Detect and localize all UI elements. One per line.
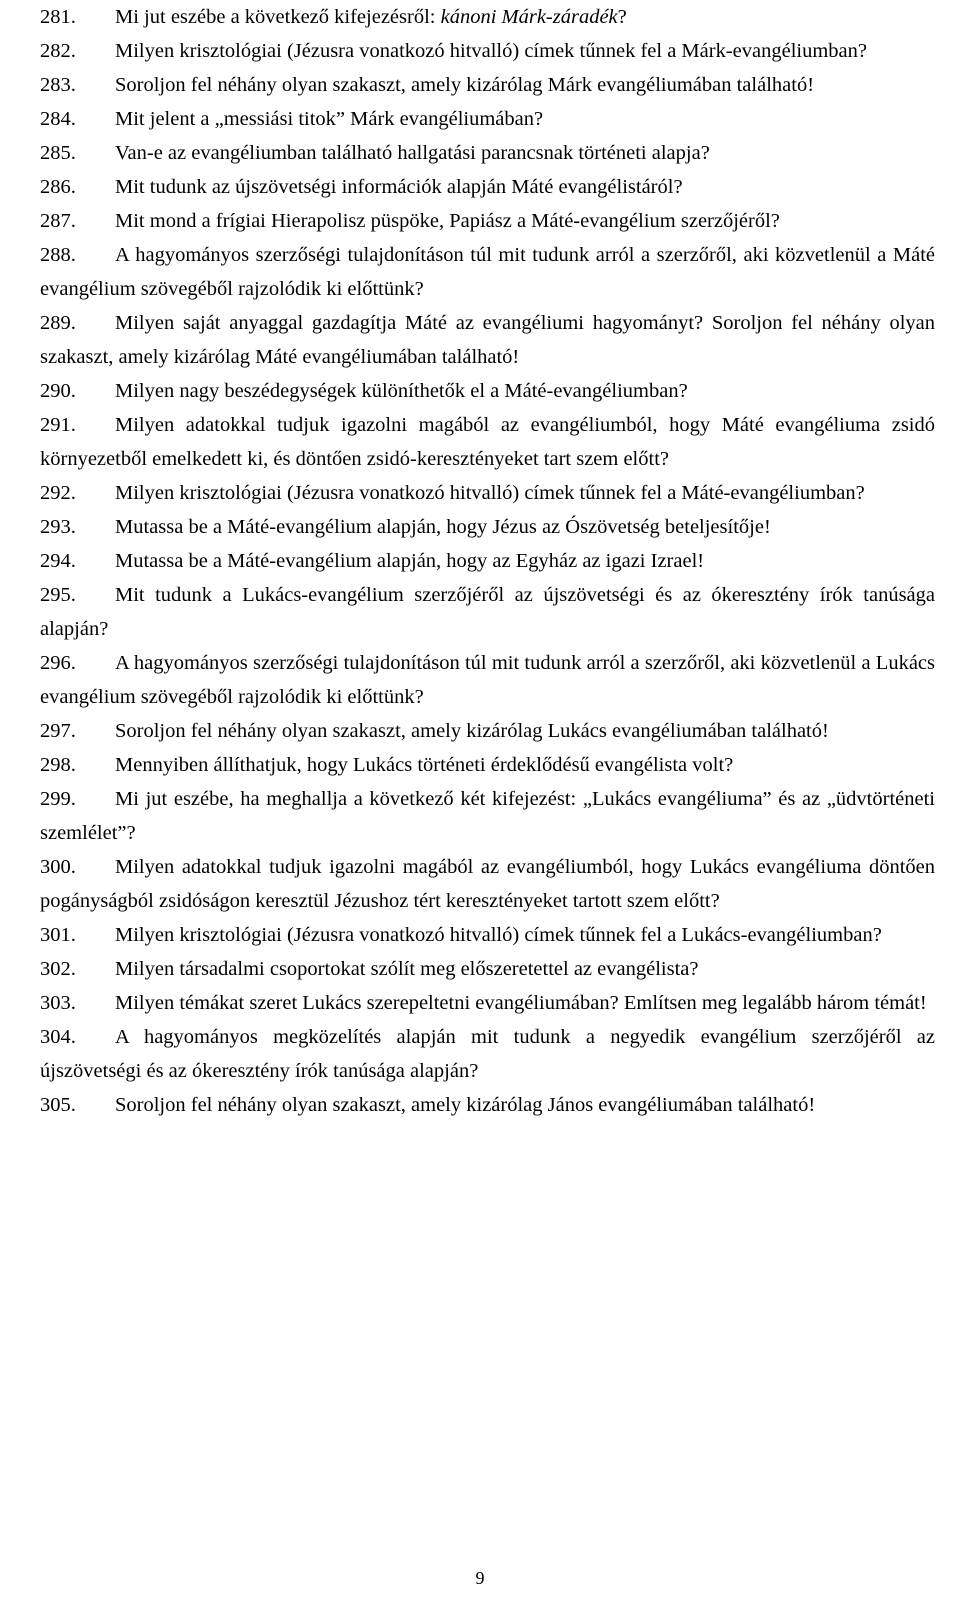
question-text: Mit jelent a „messiási titok” Márk evangéliumában? xyxy=(115,108,544,130)
page-number: 9 xyxy=(475,1568,485,1588)
question-text: Milyen társadalmi csoportokat szólít meg előszeretettel az evangélista? xyxy=(115,958,699,980)
question-number: 286. xyxy=(40,176,76,198)
question-number: 282. xyxy=(40,40,76,62)
question-number: 303. xyxy=(40,992,76,1014)
question-text: Mennyiben állíthatjuk, hogy Lukács történeti érdeklődésű evangélista volt? xyxy=(115,754,734,776)
question-item xyxy=(40,170,935,204)
question-number: 284. xyxy=(40,108,76,130)
question-number: 301. xyxy=(40,924,76,946)
question-text-start: Mi jut eszébe a következő kifejezésről: xyxy=(115,6,441,28)
question-text: Mutassa be a Máté-evangélium alapján, hogy Jézus az Ószövetség beteljesítője! xyxy=(115,516,771,538)
question-number: 302. xyxy=(40,958,76,980)
question-item xyxy=(40,918,935,952)
question-text: Milyen adatokkal tudjuk igazolni magából az evangéliumból, hogy Lukács evangéliuma döntően pogányságból zsidóságon keresztül Jézushoz tért keresztényeket tartott szem előtt? xyxy=(40,856,935,912)
question-number: 287. xyxy=(40,210,76,232)
question-number: 304. xyxy=(40,1026,76,1048)
question-item xyxy=(40,986,935,1020)
question-item xyxy=(40,34,935,68)
question-item xyxy=(40,850,935,918)
question-item xyxy=(40,374,935,408)
question-item xyxy=(40,476,935,510)
question-text: A hagyományos szerzőségi tulajdonításon túl mit tudunk arról a szerzőről, aki közvetlenül a Lukács evangélium szövegéből rajzolódik ki előttünk? xyxy=(40,652,935,708)
question-text: Mi jut eszébe, ha meghallja a következő két kifejezést: „Lukács evangéliuma” és az „üdvtörténeti szemlélet”? xyxy=(40,788,935,844)
question-text: Mutassa be a Máté-evangélium alapján, hogy az Egyház az igazi Izrael! xyxy=(115,550,705,572)
question-number: 285. xyxy=(40,142,76,164)
question-item xyxy=(40,1020,935,1088)
question-number: 297. xyxy=(40,720,76,742)
question-number: 300. xyxy=(40,856,76,878)
question-text: Milyen krisztológiai (Jézusra vonatkozó hitvalló) címek tűnnek fel a Máté-evangéliumban? xyxy=(115,482,865,504)
question-text: Milyen krisztológiai (Jézusra vonatkozó hitvalló) címek tűnnek fel a Lukács-evangéliumban? xyxy=(115,924,882,946)
question-item xyxy=(40,510,935,544)
question-text: Milyen nagy beszédegységek különíthetők el a Máté-evangéliumban? xyxy=(115,380,688,402)
question-number: 299. xyxy=(40,788,76,810)
question-item xyxy=(40,646,935,714)
question-item xyxy=(40,952,935,986)
question-text: Soroljon fel néhány olyan szakaszt, amely kizárólag Márk evangéliumában található! xyxy=(115,74,815,96)
question-number: 293. xyxy=(40,516,76,538)
question-list xyxy=(40,0,935,1122)
question-number: 292. xyxy=(40,482,76,504)
question-text-italic: kánoni Márk-záradék xyxy=(440,6,618,28)
question-item xyxy=(40,238,935,306)
question-text: Mit tudunk az újszövetségi információk alapján Máté evangélistáról? xyxy=(115,176,683,198)
question-item xyxy=(40,1088,935,1122)
question-number: 291. xyxy=(40,414,76,436)
question-text: Mit mond a frígiai Hierapolisz püspöke, Papiász a Máté-evangélium szerzőjéről? xyxy=(115,210,780,232)
question-item xyxy=(40,578,935,646)
question-item xyxy=(40,136,935,170)
question-text: A hagyományos megközelítés alapján mit tudunk a negyedik evangélium szerzőjéről az újszövetségi és az ókeresztény írók tanúsága alapján? xyxy=(40,1026,935,1082)
question-number: 290. xyxy=(40,380,76,402)
question-number: 281. xyxy=(40,6,76,28)
question-text: Milyen adatokkal tudjuk igazolni magából az evangéliumból, hogy Máté evangéliuma zsidó környezetből emelkedett ki, és döntően zsidó-keresztényeket tart szem előtt? xyxy=(40,414,935,470)
question-number: 296. xyxy=(40,652,76,674)
question-text: Milyen krisztológiai (Jézusra vonatkozó hitvalló) címek tűnnek fel a Márk-evangéliumban? xyxy=(115,40,867,62)
question-item xyxy=(40,714,935,748)
question-number: 289. xyxy=(40,312,76,334)
question-number: 283. xyxy=(40,74,76,96)
question-text: Mit tudunk a Lukács-evangélium szerzőjéről az újszövetségi és az ókeresztény írók tanúsága alapján? xyxy=(40,584,935,640)
question-text: Milyen saját anyaggal gazdagítja Máté az evangéliumi hagyományt? Soroljon fel néhány olyan szakaszt, amely kizárólag Máté evangéliumában található! xyxy=(40,312,935,368)
question-text-end: ? xyxy=(617,6,627,28)
question-number: 298. xyxy=(40,754,76,776)
question-number: 288. xyxy=(40,244,76,266)
question-item xyxy=(40,748,935,782)
question-text: Milyen témákat szeret Lukács szerepeltetni evangéliumában? Említsen meg legalább három témát! xyxy=(115,992,927,1014)
question-item xyxy=(40,204,935,238)
question-item xyxy=(40,306,935,374)
question-text: Van-e az evangéliumban található hallgatási parancsnak történeti alapja? xyxy=(115,142,710,164)
question-item xyxy=(40,544,935,578)
question-text xyxy=(115,6,627,28)
question-text: Soroljon fel néhány olyan szakaszt, amely kizárólag János evangéliumában található! xyxy=(115,1094,816,1116)
question-item xyxy=(40,0,935,34)
question-text: A hagyományos szerzőségi tulajdonításon túl mit tudunk arról a szerzőről, aki közvetlenül a Máté evangélium szövegéből rajzolódik ki előttünk? xyxy=(40,244,935,300)
question-item xyxy=(40,782,935,850)
question-item xyxy=(40,102,935,136)
question-text: Soroljon fel néhány olyan szakaszt, amely kizárólag Lukács evangéliumában található! xyxy=(115,720,829,742)
question-number: 295. xyxy=(40,584,76,606)
question-number: 294. xyxy=(40,550,76,572)
question-number: 305. xyxy=(40,1094,76,1116)
question-item xyxy=(40,68,935,102)
question-item xyxy=(40,408,935,476)
